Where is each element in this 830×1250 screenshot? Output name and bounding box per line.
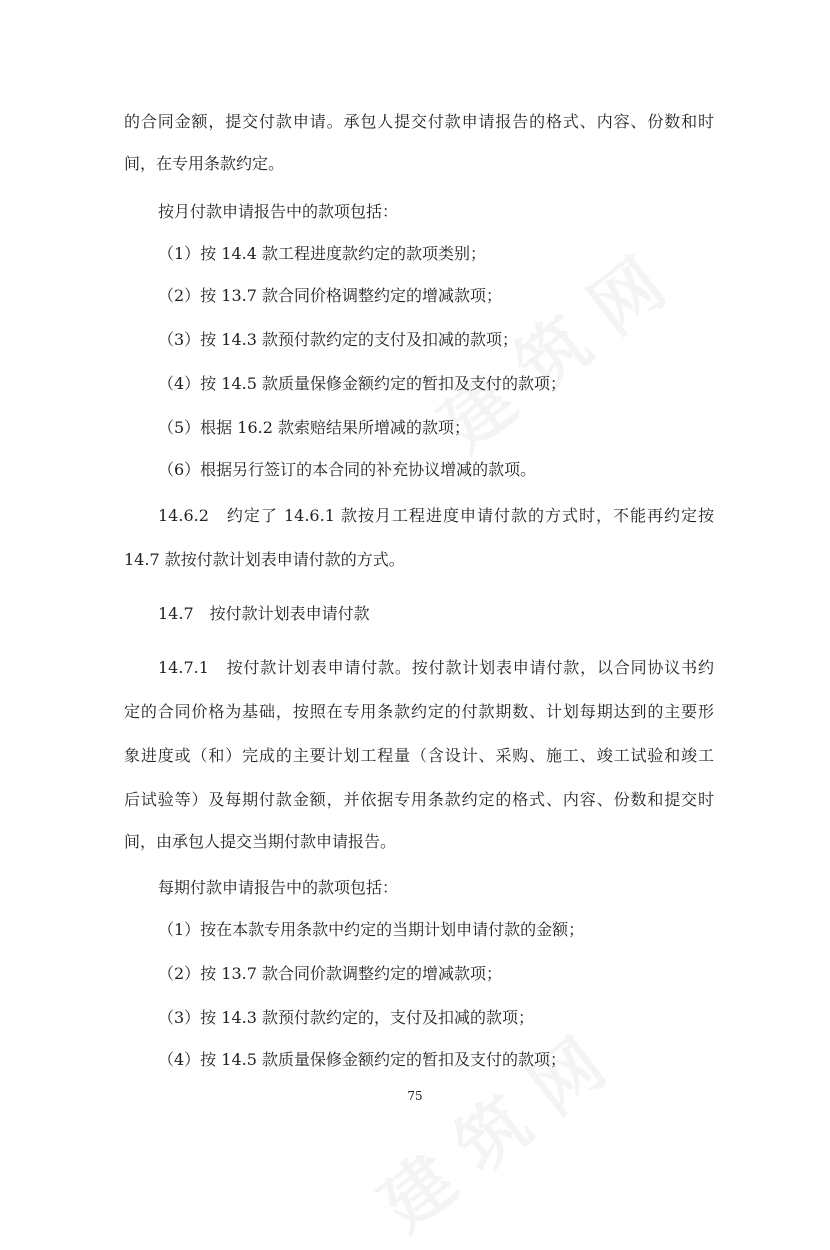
list-item: （2）按 13.7 款合同价款调整约定的增减款项； xyxy=(158,964,502,983)
list-item: （5）根据 16.2 款索赔结果所增减的款项； xyxy=(158,418,470,437)
list-item: （2）按 13.7 款合同价格调整约定的增减款项； xyxy=(158,286,502,305)
list-item: （3）按 14.3 款预付款约定的，支付及扣减的款项； xyxy=(158,1008,534,1027)
paragraph-line: 定的合同价格为基础，按照在专用条款约定的付款期数、计划每期达到的主要形 xyxy=(124,702,714,721)
paragraph-line: 按月付款申请报告中的款项包括： xyxy=(158,202,399,221)
paragraph-line: 间，在专用条款约定。 xyxy=(124,154,285,173)
list-item: （1）按在本款专用条款中约定的当期计划申请付款的金额； xyxy=(158,920,585,939)
list-item: （4）按 14.5 款质量保修金额约定的暂扣及支付的款项； xyxy=(158,1050,566,1069)
paragraph-line: 后试验等）及每期付款金额，并依据专用条款约定的格式、内容、份数和提交时 xyxy=(124,790,714,809)
section-heading: 14.7 按付款计划表申请付款 xyxy=(158,604,370,623)
paragraph-line: 每期付款申请报告中的款项包括： xyxy=(158,878,399,897)
paragraph-line: 14.7.1 按付款计划表申请付款。按付款计划表申请付款，以合同协议书约 xyxy=(158,658,714,677)
paragraph-line: 间，由承包人提交当期付款申请报告。 xyxy=(124,832,397,851)
page-number: 75 xyxy=(407,1089,423,1103)
list-item: （3）按 14.3 款预付款约定的支付及扣减的款项； xyxy=(158,330,518,349)
list-item: （6）根据另行签订的本合同的补充协议增减的款项。 xyxy=(158,460,537,479)
paragraph-line: 象进度或（和）完成的主要计划工程量（含设计、采购、施工、竣工试验和竣工 xyxy=(124,746,714,765)
paragraph-line: 14.7 款按付款计划表申请付款的方式。 xyxy=(124,550,405,569)
list-item: （1）按 14.4 款工程进度款约定的款项类别； xyxy=(158,244,486,263)
list-item: （4）按 14.5 款质量保修金额约定的暂扣及支付的款项； xyxy=(158,374,566,393)
paragraph-line: 的合同金额，提交付款申请。承包人提交付款申请报告的格式、内容、份数和时 xyxy=(124,112,714,131)
paragraph-line: 14.6.2 约定了 14.6.1 款按月工程进度申请付款的方式时，不能再约定按 xyxy=(158,506,714,525)
watermark xyxy=(356,1011,622,1250)
